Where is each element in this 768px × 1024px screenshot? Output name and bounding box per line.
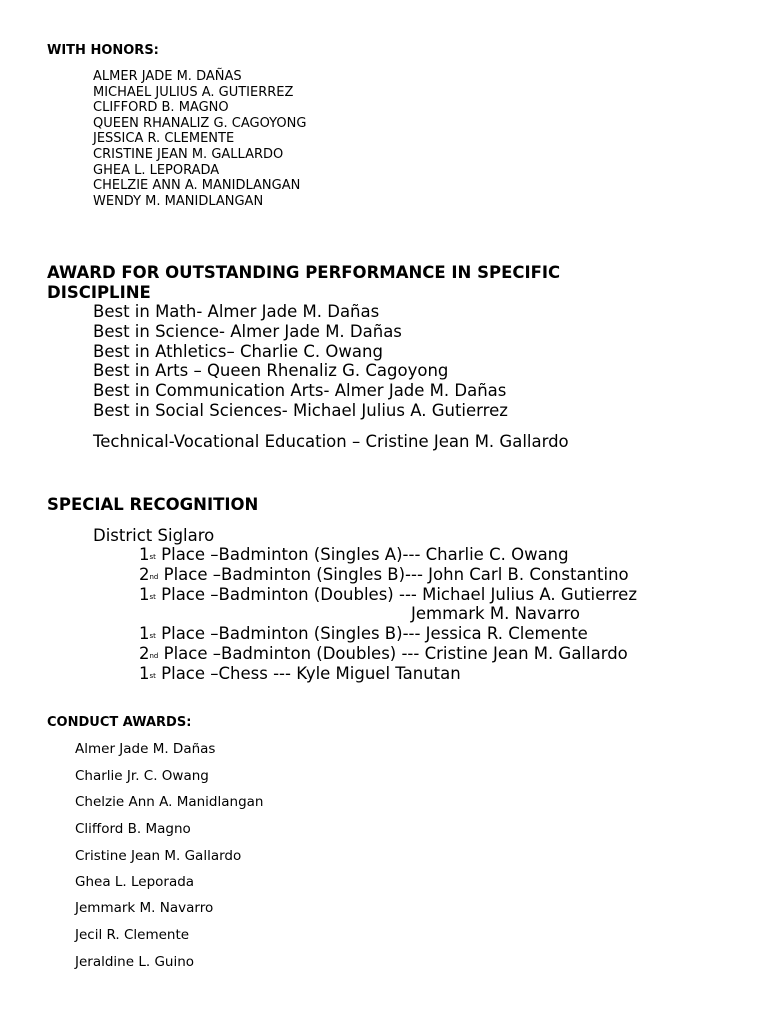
place-suffix: st [149,632,156,641]
list-item: CHELZIE ANN A. MANIDLANGAN [93,178,301,194]
place-number: 2 [139,643,150,663]
list-item: MICHAEL JULIUS A. GUTIERREZ [93,84,294,100]
list-item: Best in Arts – Queen Rhenaliz G. Cagoyong [93,361,449,381]
doubles-partner: Jemmark M. Navarro [411,604,580,624]
list-item: Ghea L. Leporada [75,874,195,890]
place-text: Place –Badminton (Singles B)--- Jessica R. Clemente [161,624,588,644]
place-text: Place –Badminton (Singles A)--- Charlie C. Owang [161,545,569,564]
place-text: Place –Badminton (Doubles) --- Cristine Jean M. Gallardo [163,643,628,663]
list-item: Clifford B. Magno [75,821,191,837]
special-recognition-list [139,545,637,684]
list-item: Almer Jade M. Dañas [75,741,216,757]
place-suffix: st [149,553,156,561]
heading-line: AWARD FOR OUTSTANDING PERFORMANCE IN SPECIFIC [47,263,561,282]
list-item [139,545,637,565]
heading-line: DISCIPLINE [47,283,151,302]
place-text: Place –Badminton (Singles B)--- John Carl B. Constantino [163,564,629,584]
list-item: Best in Communication Arts- Almer Jade M. Dañas [93,381,507,401]
place-number: 2 [139,564,150,584]
place-number: 1 [139,584,150,604]
list-item: CLIFFORD B. MAGNO [93,100,229,116]
list-item: WENDY M. MANIDLANGAN [93,193,264,209]
with-honors-heading: WITH HONORS: [47,43,159,58]
list-item: CRISTINE JEAN M. GALLARDO [93,146,284,162]
list-item: Best in Science- Almer Jade M. Dañas [93,321,402,341]
district-siglaro-subheading: District Siglaro [93,526,215,545]
with-honors-list [93,69,306,209]
place-text: Place –Badminton (Doubles) --- Michael Julius A. Gutierrez [161,584,637,604]
place-number: 1 [139,545,150,564]
list-item: Jeraldine L. Guino [75,954,195,970]
special-recognition-heading: SPECIAL RECOGNITION [47,495,259,514]
place-number: 1 [139,624,150,644]
list-item: Jecil R. Clemente [75,927,190,943]
list-item: Best in Athletics– Charlie C. Owang [93,341,383,361]
list-item: Charlie Jr. C. Owang [75,768,209,784]
list-item: Jemmark M. Navarro [75,900,214,916]
conduct-awards-heading: CONDUCT AWARDS: [47,715,192,730]
list-item [139,565,637,585]
list-item [139,585,637,605]
list-item: QUEEN RHANALIZ G. CAGOYONG [93,115,307,131]
place-number: 1 [139,663,150,683]
list-item [139,644,637,664]
list-item: Chelzie Ann A. Manidlangan [75,794,264,810]
list-item [139,624,637,644]
place-suffix: nd [149,572,159,581]
list-item: JESSICA R. CLEMENTE [93,131,235,147]
discipline-awards-heading [47,263,560,303]
list-item: GHEA L. LEPORADA [93,162,220,178]
list-item: Best in Social Sciences- Michael Julius A. Gutierrez [93,400,508,420]
list-item [139,664,637,684]
place-text: Place –Chess --- Kyle Miguel Tanutan [161,663,461,683]
list-item: Cristine Jean M. Gallardo [75,848,242,864]
list-item: Best in Math- Almer Jade M. Dañas [93,302,380,321]
place-suffix: st [149,671,156,680]
discipline-awards-list [93,302,508,421]
tech-voc-award: Technical-Vocational Education – Cristine Jean M. Gallardo [93,432,569,451]
place-suffix: nd [149,651,159,660]
list-item: ALMER JADE M. DAÑAS [93,69,242,84]
place-suffix: st [149,592,156,601]
